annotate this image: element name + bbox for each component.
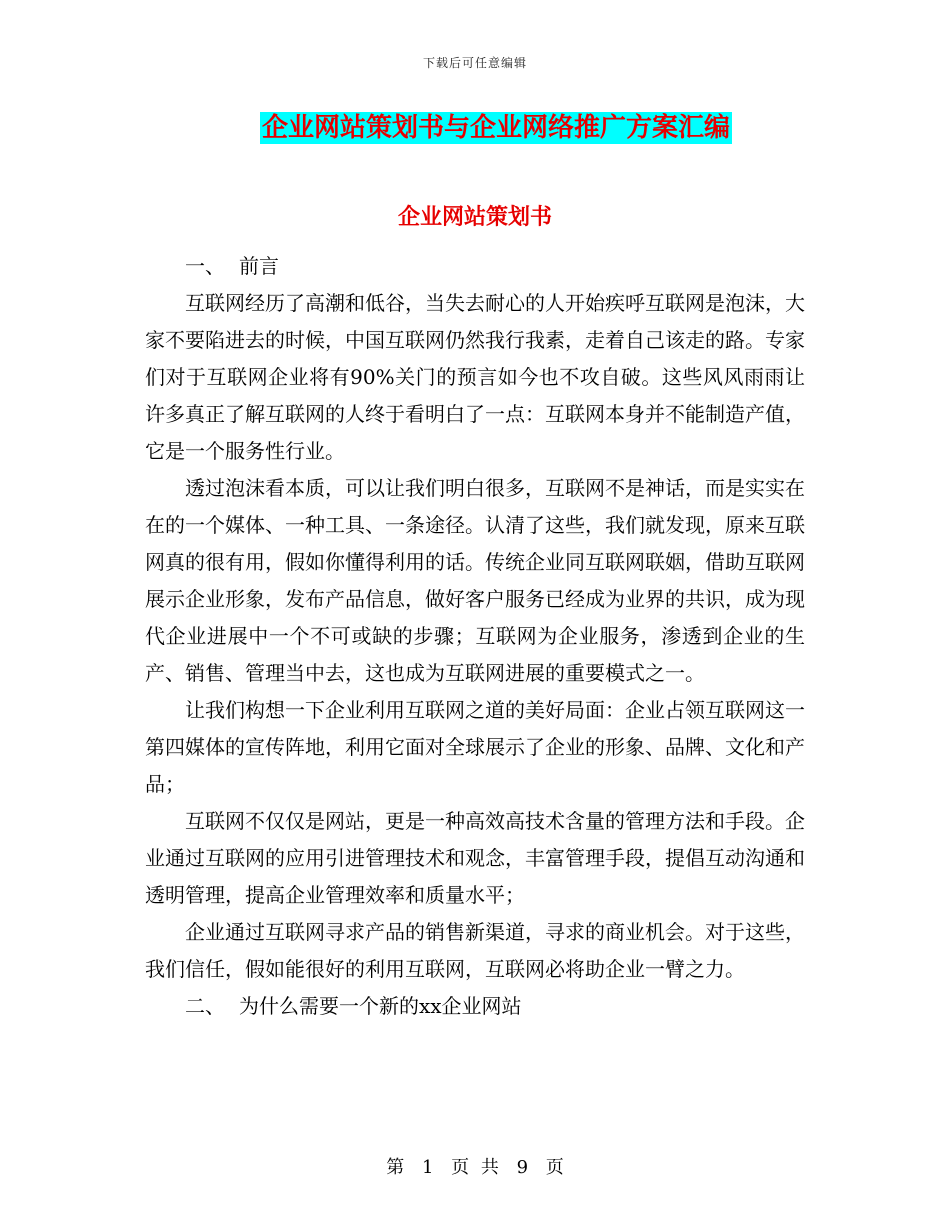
footer-prefix: 第 xyxy=(386,1157,405,1178)
page-footer xyxy=(0,1153,950,1179)
section-title: 企业网站策划书 xyxy=(397,204,552,230)
document-title: 企业网站策划书与企业网络推广方案汇编 xyxy=(262,113,731,143)
paragraph: 透过泡沫看本质，可以让我们明白很多，互联网不是神话，而是实实在在的一个媒体、一种工具、一条途径。认清了这些，我们就发现，原来互联网真的很有用，假如你懂得利用的话。传统企业同互联网联姻，借助互联网展示企业形象，发布产品信息，做好客户服务已经成为业界的共识，成为现代企业进展中一个不可或缺的步骤；互联网为企业服务，渗透到企业的生产、销售、管理当中去，这也成为互联网进展的重要模式之一。 xyxy=(145,476,805,685)
footer-total-pages: 9 xyxy=(516,1157,529,1178)
footer-page-number: 1 xyxy=(421,1157,434,1178)
heading-number: 二、 xyxy=(185,994,225,1018)
footer-suffix: 页 xyxy=(545,1157,564,1178)
heading-preface xyxy=(145,248,805,285)
header-note: 下载后可任意编辑 xyxy=(422,56,527,70)
heading-text: 前言 xyxy=(239,254,279,278)
paragraph: 互联网经历了高潮和低谷，当失去耐心的人开始疾呼互联网是泡沫，大家不要陷进去的时候，中国互联网仍然我行我素，走着自己该走的路。专家们对于互联网企业将有90%关门的预言如今也不攻自破。这些风风雨雨让许多真正了解互联网的人终于看明白了一点：互联网本身并不能制造产值，它是一个服务性行业。 xyxy=(145,291,805,463)
heading-why-new-site xyxy=(145,988,805,1025)
paragraph: 让我们构想一下企业利用互联网之道的美好局面：企业占领互联网这一第四媒体的宣传阵地，利用它面对全球展示了企业的形象、品牌、文化和产品； xyxy=(145,698,805,796)
body-text xyxy=(145,248,805,1025)
heading-number: 一、 xyxy=(185,254,225,278)
paragraph: 企业通过互联网寻求产品的销售新渠道，寻求的商业机会。对于这些，我们信任，假如能很好的利用互联网，互联网必将助企业一臂之力。 xyxy=(145,920,805,981)
heading-text: 为什么需要一个新的xx企业网站 xyxy=(239,994,522,1018)
paragraph: 互联网不仅仅是网站，更是一种高效高技术含量的管理方法和手段。企业通过互联网的应用引进管理技术和观念，丰富管理手段，提倡互动沟通和透明管理，提高企业管理效率和质量水平； xyxy=(145,809,805,907)
footer-middle: 页 共 xyxy=(451,1157,499,1178)
